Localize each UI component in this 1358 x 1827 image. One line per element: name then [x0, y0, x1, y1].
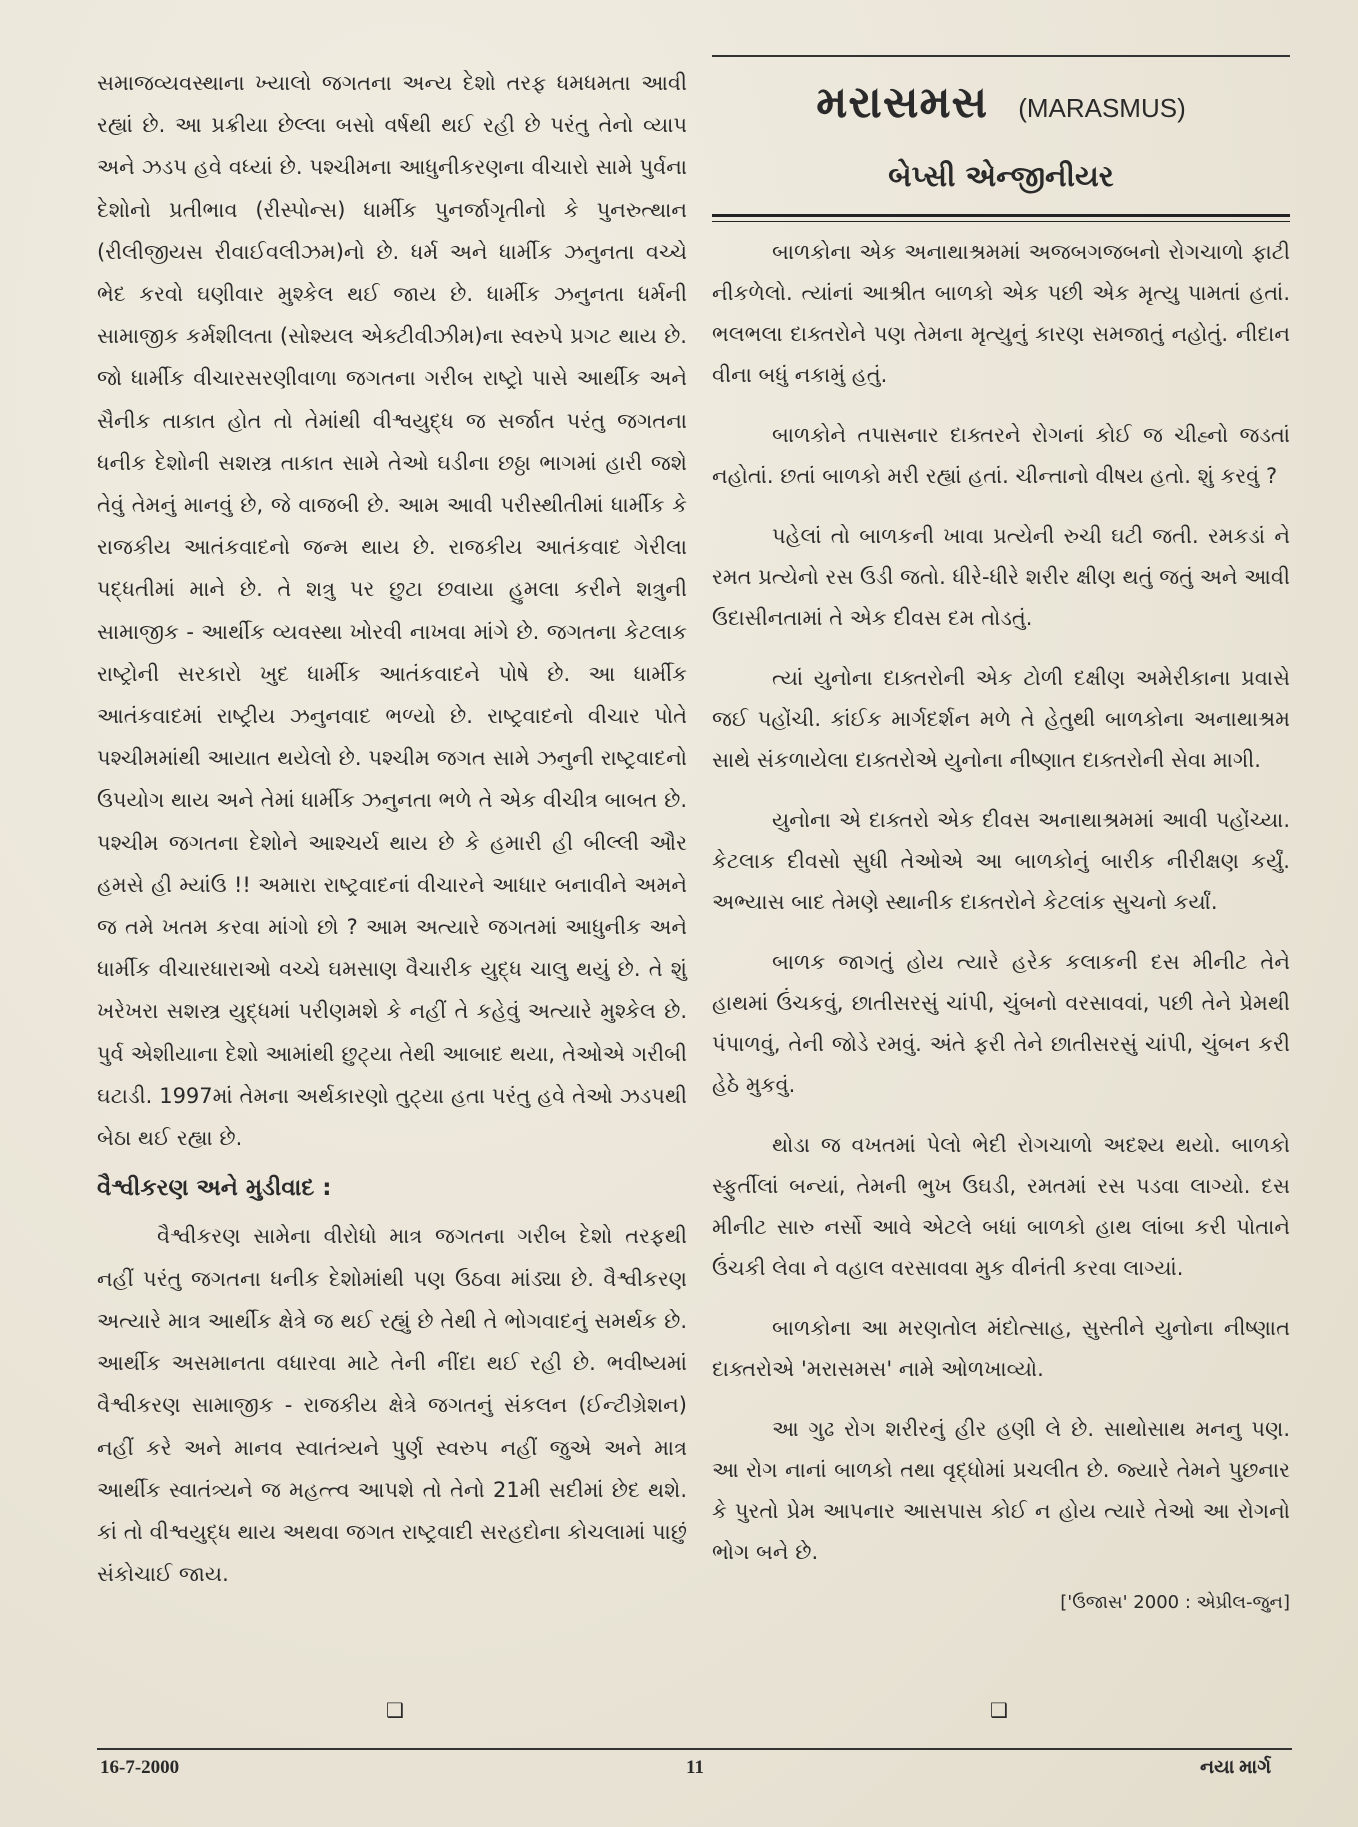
footer-rule [97, 1748, 1292, 1750]
article-paragraph: યુનોના એ દાક્તરો એક દીવસ અનાથાશ્રમમાં આવી પહોંચ્યા. કેટલાક દીવસો સુધી તેઓએ આ બાળકોનું બારીક નીરીક્ષણ કર્યું. અભ્યાસ બાદ તેમણે સ્થાનીક દાક્તરોને કેટલાંક સુચનો કર્યાં. [712, 808, 1290, 914]
top-rule [712, 55, 1290, 57]
left-column [97, 62, 687, 1595]
article-paragraph: આ ગુઢ રોગ શરીરનું હીર હણી લે છે. સાથોસાથ મનનુ પણ. આ રોગ નાનાં બાળકો તથા વૃદ્ધોમાં પ્રચલીત છે. જ્યારે તેમને પુછનાર કે પુરતો પ્રેમ આપનાર આસપાસ કોઈ ન હોય ત્યારે તેઓ આ રોગનો ભોગ બને છે. [712, 1417, 1290, 1564]
article-paragraph: ત્યાં યુનોના દાક્તરોની એક ટોળી દક્ષીણ અમેરીકાના પ્રવાસે જઈ પહોંચી. કાંઈક માર્ગદર્શન મળે તે હેતુથી બાળકોના અનાથાશ્રમ સાથે સંકળાયેલા દાક્તરોએ યુનોના નીષ્ણાત દાક્તરોની સેવા માગી. [712, 666, 1290, 772]
left-paragraph-2: વૈશ્વીકરણ સામેના વીરોધો માત્ર જગતના ગરીબ દેશો તરફથી નહીં પરંતુ જગતના ધનીક દેશોમાંથી પણ ઉઠવા માંડ્યા છે. વૈશ્વીકરણ અત્યારે માત્ર આર્થીક ક્ષેત્રે જ થઈ રહ્યું છે તેથી તે ભોગવાદનું સમર્થક છે. આર્થીક અસમાનતા વધારવા માટે તેની નીંદા થઈ રહી છે. ભવીષ્યમાં વૈશ્વીકરણ સામાજીક - રાજકીય ક્ષેત્રે જગતનું સંકલન (ઈન્ટીગ્રેશન) નહીં કરે અને માનવ સ્વાતંત્ર્યને પુર્ણ સ્વરુપ નહીં જુએ અને માત્ર આર્થીક સ્વાતંત્ર્યને જ મહત્ત્વ આપશે તો તેનો 21મી સદીમાં છેદ થશે. કાં તો વીશ્વયુદ્ધ થાય અથવા જગત રાષ્ટ્રવાદી સરહદોના કોચલામાં પાછું સંકોચાઈ જાય. [97, 1224, 687, 1587]
right-end-mark: ❑ [990, 1698, 1008, 1722]
right-column [712, 55, 1290, 1613]
article-paragraph: બાળકોના આ મરણતોલ મંદોત્સાહ, સુસ્તીને યુનોના નીષ્ણાત દાક્તરોએ 'મરાસમસ' નામે ઓળખાવ્યો. [712, 1316, 1290, 1381]
publication-name: નયા માર્ગ [1200, 1757, 1272, 1778]
title-gujarati: મરાસમસ [816, 77, 989, 128]
article-paragraph: બાળક જાગતું હોય ત્યારે હરેક કલાકની દસ મીનીટ તેને હાથમાં ઉંચકવું, છાતીસરસું ચાંપી, ચુંબનો વરસાવવાં, પછી તેને પ્રેમથી પંપાળવું, તેની જોડે રમવું. અંતે ફરી તેને છાતીસરસું ચાંપી, ચુંબન કરી હેઠે મુકવું. [712, 950, 1290, 1097]
title-english: (MARASMUS) [1018, 93, 1186, 123]
divider-thin [712, 221, 1290, 222]
article-source: ['ઉજાસ' 2000 : એપ્રીલ-જુન] [1060, 1592, 1290, 1613]
article-paragraph: બાળકોને તપાસનાર દાક્તરને રોગનાં કોઈ જ ચીહ્નો જડતાં નહોતાં. છતાં બાળકો મરી રહ્યાં હતાં. ચીન્તાનો વીષય હતો. શું કરવું ? [712, 423, 1290, 488]
section-subheading: વૈશ્વીકરણ અને મુડીવાદ : [97, 1175, 332, 1202]
article-body [712, 232, 1290, 1573]
left-paragraph-1: સમાજવ્યવસ્થાના ખ્યાલો જગતના અન્ય દેશો તરફ ધમધમતા આવી રહ્યાં છે. આ પ્રક્રીયા છેલ્લા બસો વર્ષથી થઈ રહી છે પરંતુ તેનો વ્યાપ અને ઝડપ હવે વધ્યાં છે. પશ્ચીમના આધુનીકરણના વીચારો સામે પુર્વના દેશોનો પ્રતીભાવ (રીસ્પોન્સ) ધાર્મીક પુનર્જાગૃતીનો કે પુનરુત્થાન (રીલીજીયસ રીવાઈવલીઝમ)નો છે. ધર્મ અને ધાર્મીક ઝનુનતા વચ્ચે ભેદ કરવો ઘણીવાર મુશ્કેલ થઈ જાય છે. ધાર્મીક ઝનુનતા ધર્મની સામાજીક કર્મશીલતા (સોશ્યલ એક્ટીવીઝીમ)ના સ્વરુપે પ્રગટ થાય છે. જો ધાર્મીક વીચારસરણીવાળા જગતના ગરીબ રાષ્ટ્રો પાસે આર્થીક અને સૈનીક તાકાત હોત તો તેમાંથી વીશ્વયુદ્ધ જ સર્જાત પરંતુ જગતના ધનીક દેશોની સશસ્ત્ર તાકાત સામે તેઓ ઘડીના છઠ્ઠા ભાગમાં હારી જશે તેવું તેમનું માનવું છે, જે વાજબી છે. આમ આવી પરીસ્થીતીમાં ધાર્મીક કે રાજકીય આતંકવાદનો જન્મ થાય છે. રાજકીય આતંકવાદ ગેરીલા પદ્ધતીમાં માને છે. તે શત્રુ પર છુટા છવાયા હુમલા કરીને શત્રુની સામાજીક - આર્થીક વ્યવસ્થા ખોરવી નાખવા માંગે છે. જગતના કેટલાક રાષ્ટ્રોની સરકારો ખુદ ધાર્મીક આતંકવાદને પોષે છે. આ ધાર્મીક આતંકવાદમાં રાષ્ટ્રીય ઝનુનવાદ ભળ્યો છે. રાષ્ટ્રવાદનો વીચાર પોતે પશ્ચીમમાંથી આયાત થયેલો છે. પશ્ચીમ જગત સામે ઝનુની રાષ્ટ્રવાદનો ઉપયોગ થાય અને તેમાં ધાર્મીક ઝનુનતા ભળે તે એક વીચીત્ર બાબત છે. પશ્ચીમ જગતના દેશોને આશ્ચર્ય થાય છે કે હમારી હી બીલ્લી ઔર હમસે હી મ્યાંઉ !! અમારા રાષ્ટ્રવાદનાં વીચારને આધાર બનાવીને અમને જ તમે ખતમ કરવા માંગો છો ? આમ અત્યારે જગતમાં આધુનીક અને ધાર્મીક વીચારધારાઓ વચ્ચે ઘમસાણ વૈચારીક યુદ્ધ ચાલુ થયું છે. તે શું ખરેખરા સશસ્ત્ર યુદ્ધમાં પરીણમશે કે નહીં તે કહેવું અત્યારે મુશ્કેલ છે. પુર્વ એશીયાના દેશો આમાંથી છુટ્યા તેથી આબાદ થયા, તેઓએ ગરીબી ઘટાડી. 1997માં તેમના અર્થકારણો તુટ્યા હતા પરંતુ હવે તેઓ ઝડપથી બેઠા થઈ રહ્યા છે. [97, 71, 687, 1151]
footer-date: 16-7-2000 [100, 1757, 180, 1778]
article-paragraph: પહેલાં તો બાળકની ખાવા પ્રત્યેની રુચી ઘટી જતી. રમકડાં ને રમત પ્રત્યેનો રસ ઉડી જતો. ધીરે-ધીરે શરીર ક્ષીણ થતું જતું અને આવી ઉદાસીનતામાં તે એક દીવસ દમ તોડતું. [712, 524, 1290, 630]
page-number: 11 [686, 1757, 704, 1778]
article-paragraph: બાળકોના એક અનાથાશ્રમમાં અજબગજબનો રોગચાળો ફાટી નીકળેલો. ત્યાંનાં આશ્રીત બાળકો એક પછી એક મૃત્યુ પામતાં હતાં. ભલભલા દાક્તરોને પણ તેમના મૃત્યુનું કારણ સમજાતું નહોતું. નીદાન વીના બધું નકામું હતું. [712, 240, 1290, 387]
author-name: બેપ્સી એન્જીનીયર [888, 159, 1114, 193]
left-end-mark: ❑ [386, 1698, 404, 1722]
divider-thick [712, 214, 1290, 217]
article-title [712, 77, 1290, 137]
article-paragraph: થોડા જ વખતમાં પેલો ભેદી રોગચાળો અદશ્ય થયો. બાળકો સ્ફુર્તીલાં બન્યાં, તેમની ભુખ ઉઘડી, રમતમાં રસ પડવા લાગ્યો. દસ મીનીટ સારુ નર્સો આવે એટલે બધાં બાળકો હાથ લાંબા કરી પોતાને ઉંચકી લેવા ને વહાલ વરસાવવા મુક વીનંતી કરવા લાગ્યાં. [712, 1133, 1290, 1280]
